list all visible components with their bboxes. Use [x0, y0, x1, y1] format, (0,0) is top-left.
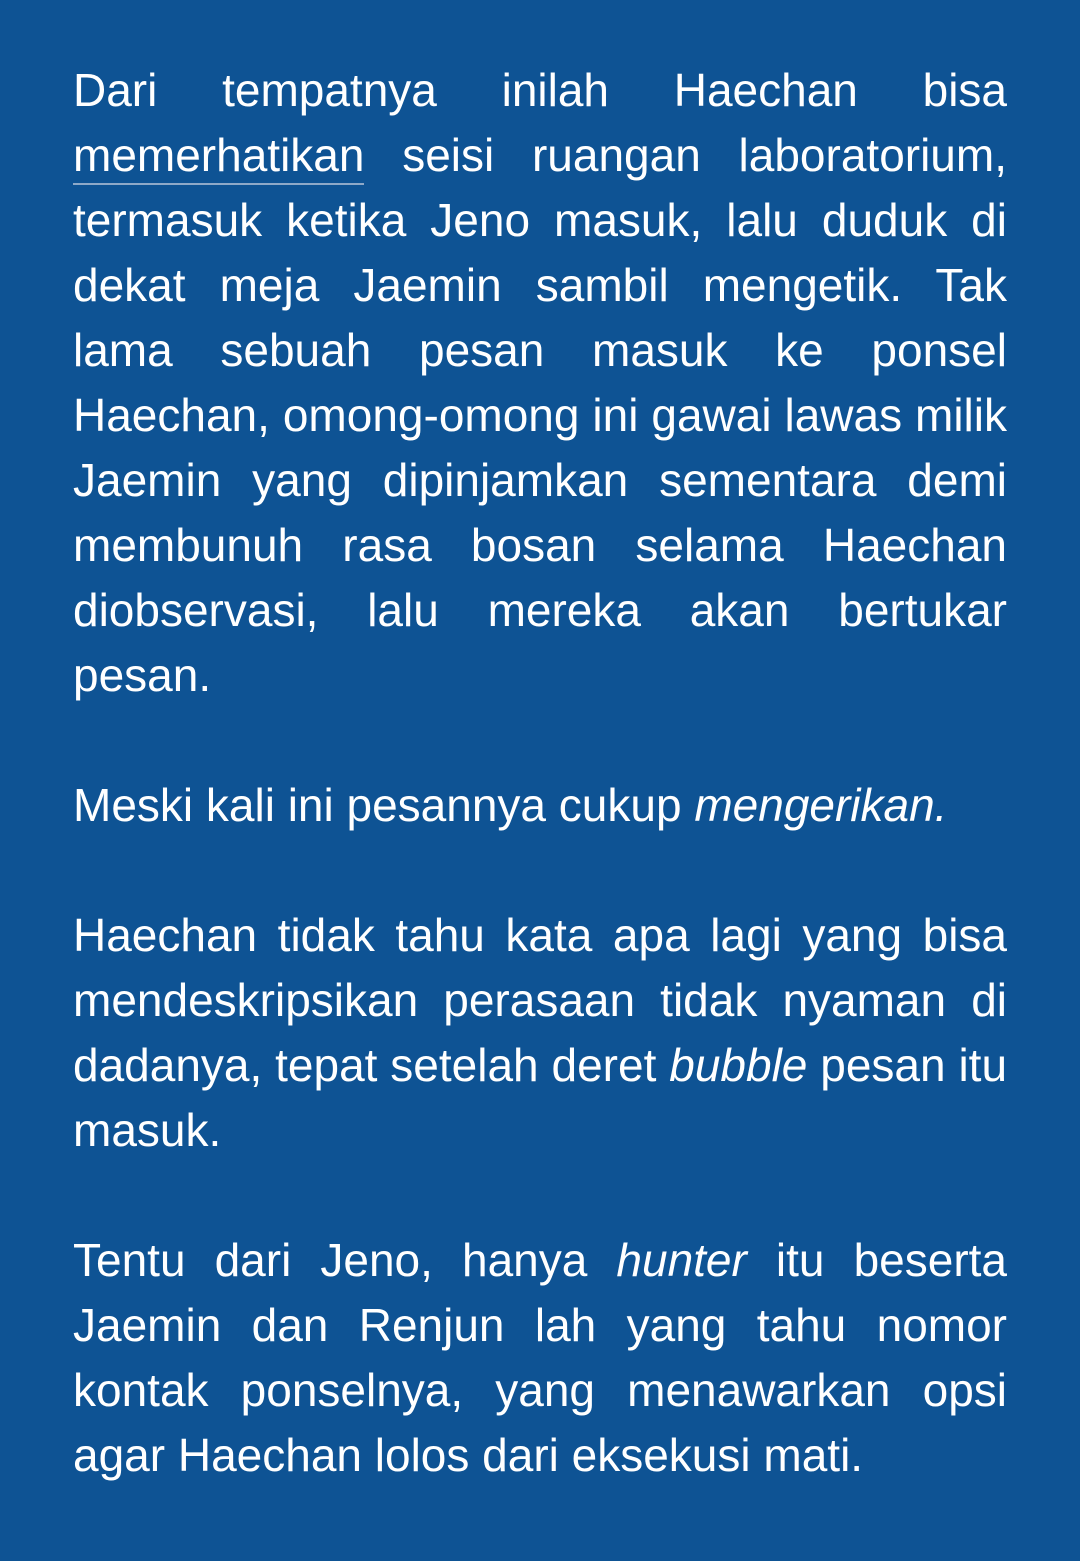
paragraph-3-italic-word: bubble: [669, 1039, 808, 1091]
highlight-link[interactable]: memerhatikan: [73, 129, 364, 185]
paragraph-1-text-end: seisi ruangan laboratorium, termasuk ketika Jeno masuk, lalu duduk di dekat meja Jaemin sambil mengetik. Tak lama sebuah pesan masuk ke ponsel Haechan, omong-omong ini gawai lawas milik Jaemin yang dipinjamkan sementara demi membunuh rasa bosan selama Haechan diobservasi, lalu mereka akan bertukar pesan.: [73, 129, 1007, 701]
paragraph-3-text-end: pesan itu masuk.: [73, 1039, 1008, 1156]
paragraph-3: [73, 903, 1007, 1163]
paragraph-2: [73, 773, 1007, 838]
paragraph-2-italic-word: mengerikan.: [694, 779, 948, 831]
paragraph-4: [73, 1228, 1007, 1488]
paragraph-1-text-start: Dari tempatnya inilah Haechan bisa: [73, 64, 1007, 116]
paragraph-3-text-start: Haechan tidak tahu kata apa lagi yang bisa mendeskripsikan perasaan tidak nyaman di dadanya, tepat setelah deret: [73, 909, 1007, 1091]
paragraph-2-text: Meski kali ini pesannya cukup: [73, 779, 682, 831]
paragraph-4-text-start: Tentu dari Jeno, hanya: [73, 1234, 588, 1286]
paragraph-1: [73, 58, 1007, 708]
paragraph-4-italic-word: hunter: [616, 1234, 747, 1286]
paragraph-4-text-end: itu beserta Jaemin dan Renjun lah yang tahu nomor kontak ponselnya, yang menawarkan opsi agar Haechan lolos dari eksekusi mati.: [73, 1234, 1008, 1481]
